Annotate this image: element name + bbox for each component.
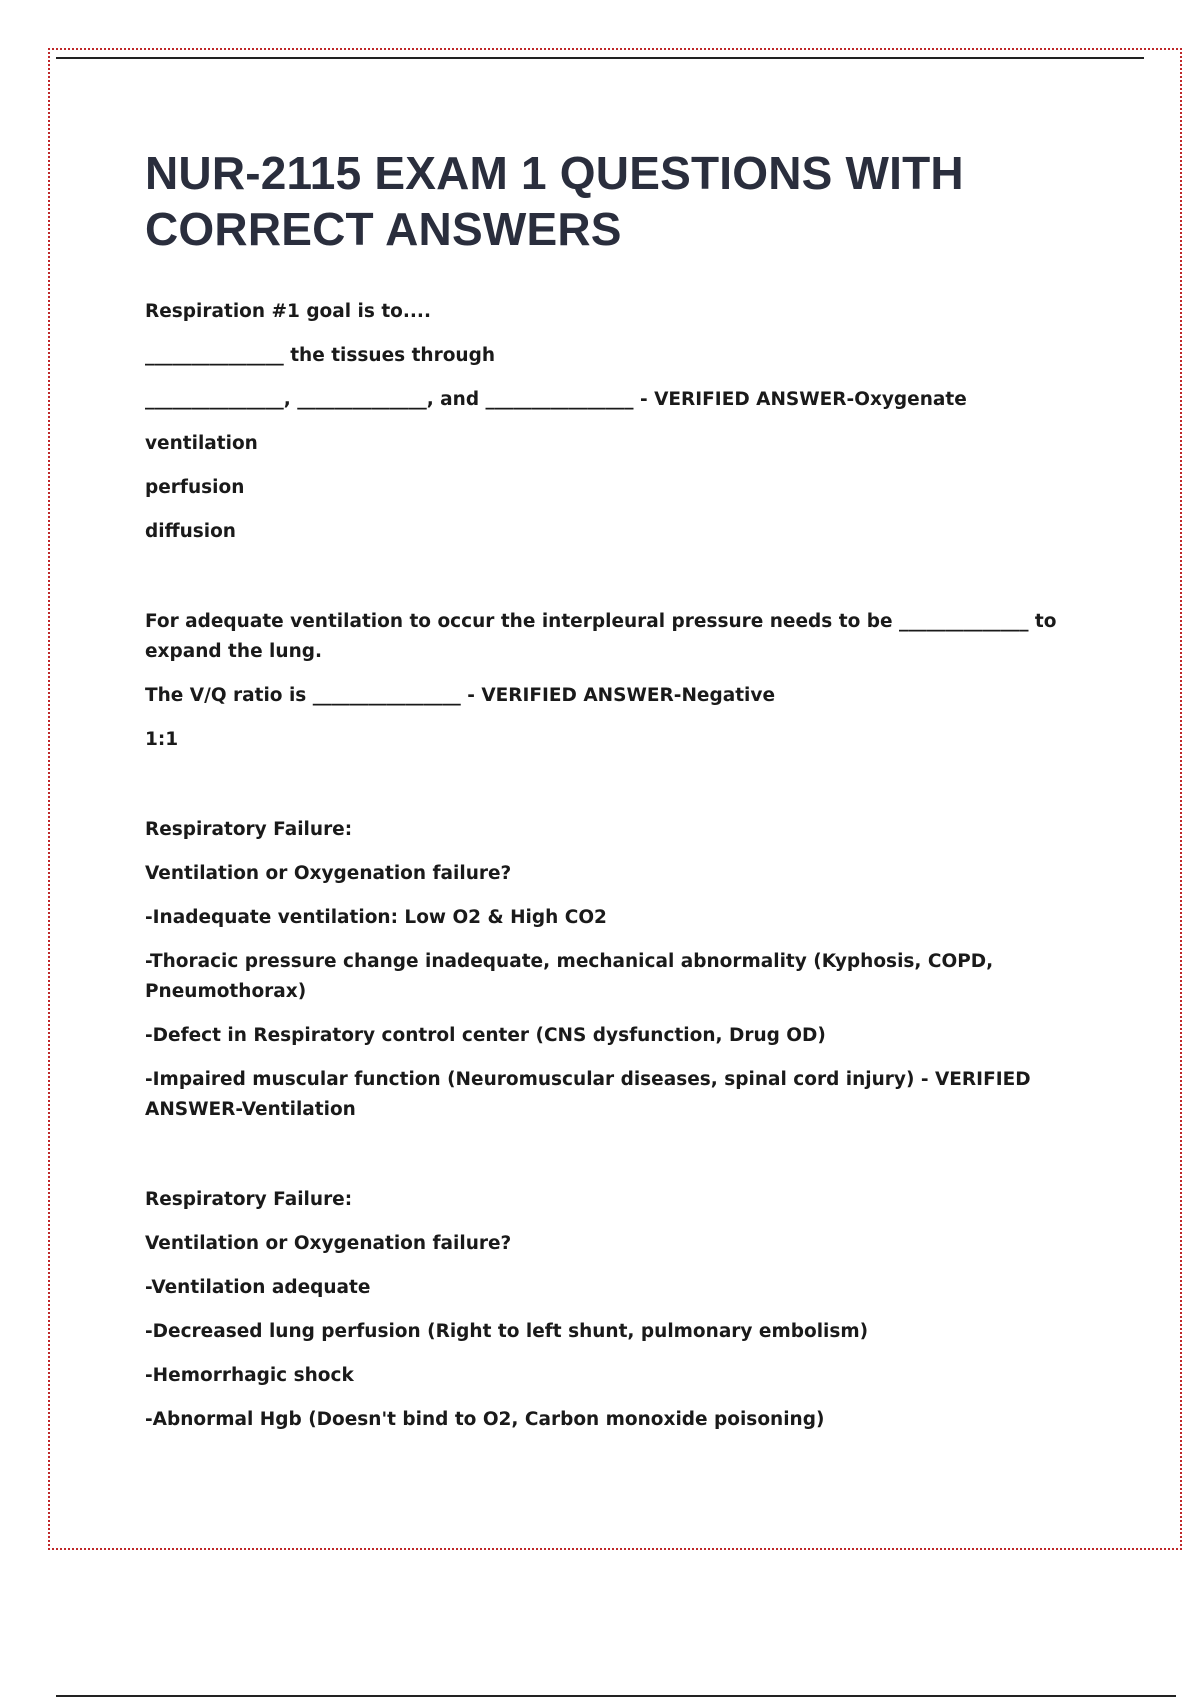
question-answer-line: The V/Q ratio is ________________ - VERIFIED ANSWER-Negative [145, 685, 775, 706]
question-text: -Decreased lung perfusion (Right to left shunt, pulmonary embolism) [145, 1321, 869, 1342]
header-rule [56, 57, 1144, 59]
block-spacer [145, 1139, 1095, 1185]
question-text: Ventilation or Oxygenation failure? [145, 1233, 512, 1254]
footer-rule [56, 1695, 1176, 1697]
question-text: -Hemorrhagic shock [145, 1365, 354, 1386]
question-text: _______________ the tissues through [145, 345, 496, 366]
question-text: Respiratory Failure: [145, 1189, 353, 1210]
question-block-4 [145, 1185, 1095, 1449]
answer-text: ventilation [145, 433, 258, 454]
question-text: -Abnormal Hgb (Doesn't bind to O2, Carbon monoxide poisoning) [145, 1409, 825, 1430]
page-title: NUR-2115 EXAM 1 QUESTIONS WITH CORRECT ANSWERS [145, 147, 964, 255]
question-text: Respiratory Failure: [145, 819, 353, 840]
answer-text: diffusion [145, 521, 236, 542]
question-text: -Ventilation adequate [145, 1277, 371, 1298]
question-text: For adequate ventilation to occur the interpleural pressure needs to be ______________ to expand the lung. [145, 611, 1057, 662]
block-spacer [145, 769, 1095, 815]
answer-text: 1:1 [145, 729, 179, 750]
question-text: -Defect in Respiratory control center (CNS dysfunction, Drug OD) [145, 1025, 826, 1046]
question-text: Respiration #1 goal is to.... [145, 301, 431, 322]
answer-text: perfusion [145, 477, 245, 498]
question-block-2 [145, 607, 1095, 769]
question-block-3 [145, 815, 1095, 1139]
question-block-1 [145, 297, 1095, 561]
question-answer-line: _______________, ______________, and ________________ - VERIFIED ANSWER-Oxygenate [145, 389, 967, 410]
question-text: -Thoracic pressure change inadequate, mechanical abnormality (Kyphosis, COPD, Pneumothorax) [145, 951, 994, 1002]
document-body [145, 145, 1095, 1449]
question-answer-line: -Impaired muscular function (Neuromuscular diseases, spinal cord injury) - VERIFIED ANSWER-Ventilation [145, 1069, 1031, 1120]
question-text: Ventilation or Oxygenation failure? [145, 863, 512, 884]
block-spacer [145, 561, 1095, 607]
question-text: -Inadequate ventilation: Low O2 & High CO2 [145, 907, 607, 928]
